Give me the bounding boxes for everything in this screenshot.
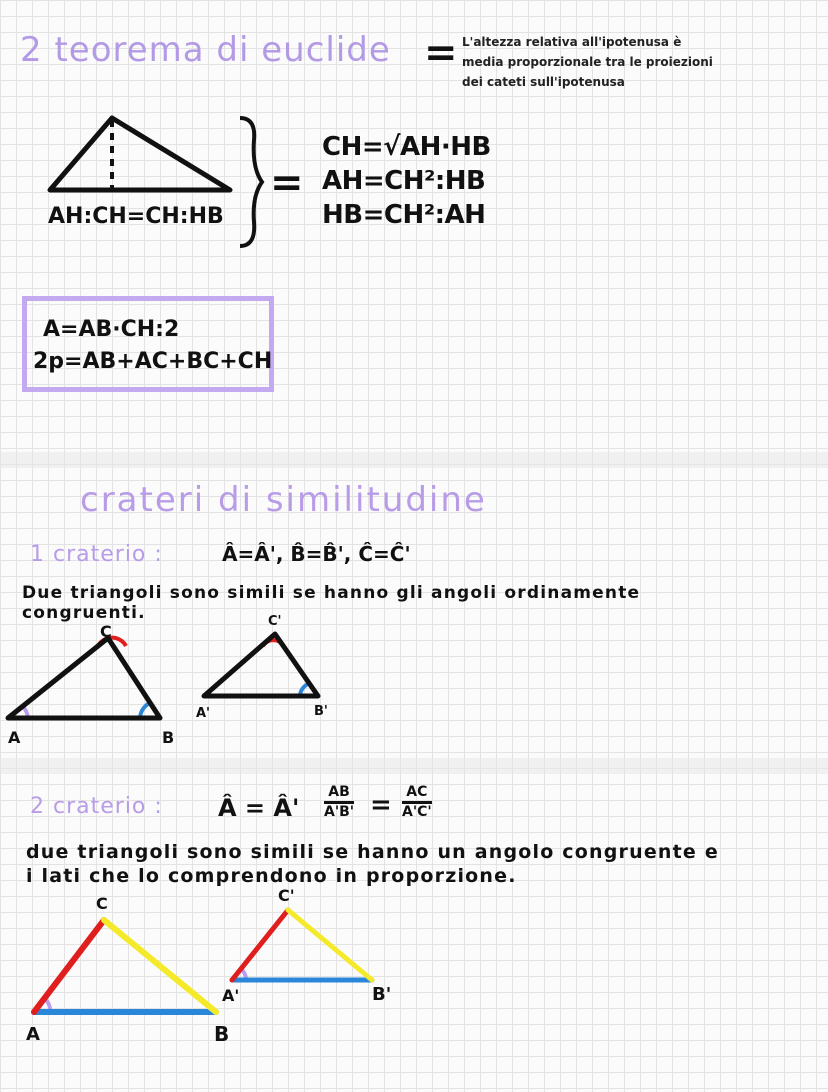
theorem-statement	[462, 32, 713, 92]
vertex-c-prime: C'	[268, 614, 282, 629]
criterion2-text-line-1: due triangoli sono simili se hanno un angolo congruente e	[26, 841, 719, 863]
euclid-diagram	[40, 110, 300, 270]
fraction-equals: =	[370, 790, 392, 820]
side-b-prime-c-prime	[288, 910, 372, 980]
brace-equals: =	[270, 160, 304, 206]
big-triangle	[8, 638, 160, 718]
criterion2-text	[26, 840, 719, 888]
fraction-ab-denominator: A'B'	[324, 801, 354, 820]
vertex-c-2: C	[96, 894, 108, 913]
scan-band	[0, 452, 828, 468]
perimeter-formula: 2p=AB+AC+BC+CH	[33, 349, 273, 374]
area-formula: A=AB·CH:2	[43, 317, 180, 342]
small-triangle	[204, 634, 318, 696]
vertex-b-2: B	[214, 1022, 230, 1046]
vertex-a: A	[8, 728, 21, 747]
criterion1-text-line-1: Due triangoli sono simili se hanno gli angoli ordinamente	[22, 583, 641, 603]
criterion2-text-line-2: i lati che lo comprendono in proporzione.	[26, 865, 517, 887]
criterion1-text-line-2: congruenti.	[22, 603, 146, 623]
statement-line-3: dei cateti sull'ipotenusa	[462, 75, 625, 89]
curly-brace	[240, 118, 262, 246]
scan-band	[0, 758, 828, 774]
vertex-a-2: A	[26, 1024, 40, 1045]
vertex-b-prime: B'	[314, 704, 328, 719]
vertex-a-prime: A'	[196, 706, 211, 721]
statement-line-2: media proporzionale tra le proiezioni	[462, 55, 713, 69]
statement-line-1: L'altezza relativa all'ipotenusa è	[462, 35, 682, 49]
fraction-ac-numerator: AC	[406, 784, 428, 800]
side-bc	[104, 920, 216, 1012]
area-perimeter-box	[22, 296, 274, 392]
section-title: crateri di similitudine	[80, 480, 487, 520]
right-triangle	[50, 118, 230, 190]
formula-ah: AH=CH²:HB	[322, 166, 486, 196]
title-equals: =	[424, 30, 458, 76]
side-a-prime-c-prime	[232, 910, 288, 980]
formula-hb: HB=CH²:AH	[322, 200, 486, 230]
vertex-c: C	[100, 622, 112, 641]
criterion2-diagram	[0, 900, 400, 1040]
criterion2-angle-formula: Â = Â'	[218, 794, 300, 822]
page-title: 2 teorema di euclide	[20, 30, 391, 70]
side-ac	[34, 920, 104, 1012]
proportion-text: AH:CH=CH:HB	[48, 204, 224, 229]
vertex-b: B	[162, 728, 175, 747]
fraction-ab	[324, 784, 354, 820]
euclid-formulas	[322, 130, 491, 232]
vertex-c-prime-2: C'	[278, 886, 295, 905]
vertex-b-prime-2: B'	[372, 984, 392, 1005]
vertex-a-prime-2: A'	[222, 986, 240, 1005]
criterion1-formula: Â=Â', B̂=B̂', Ĉ=Ĉ'	[222, 542, 411, 566]
criterion1-label: 1 craterio :	[30, 542, 163, 567]
criterion2-label: 2 craterio :	[30, 794, 163, 819]
formula-ch: CH=√AH·HB	[322, 132, 491, 162]
fraction-ac-denominator: A'C'	[402, 801, 432, 820]
fraction-ac	[402, 784, 432, 820]
fraction-ab-numerator: AB	[328, 784, 350, 800]
